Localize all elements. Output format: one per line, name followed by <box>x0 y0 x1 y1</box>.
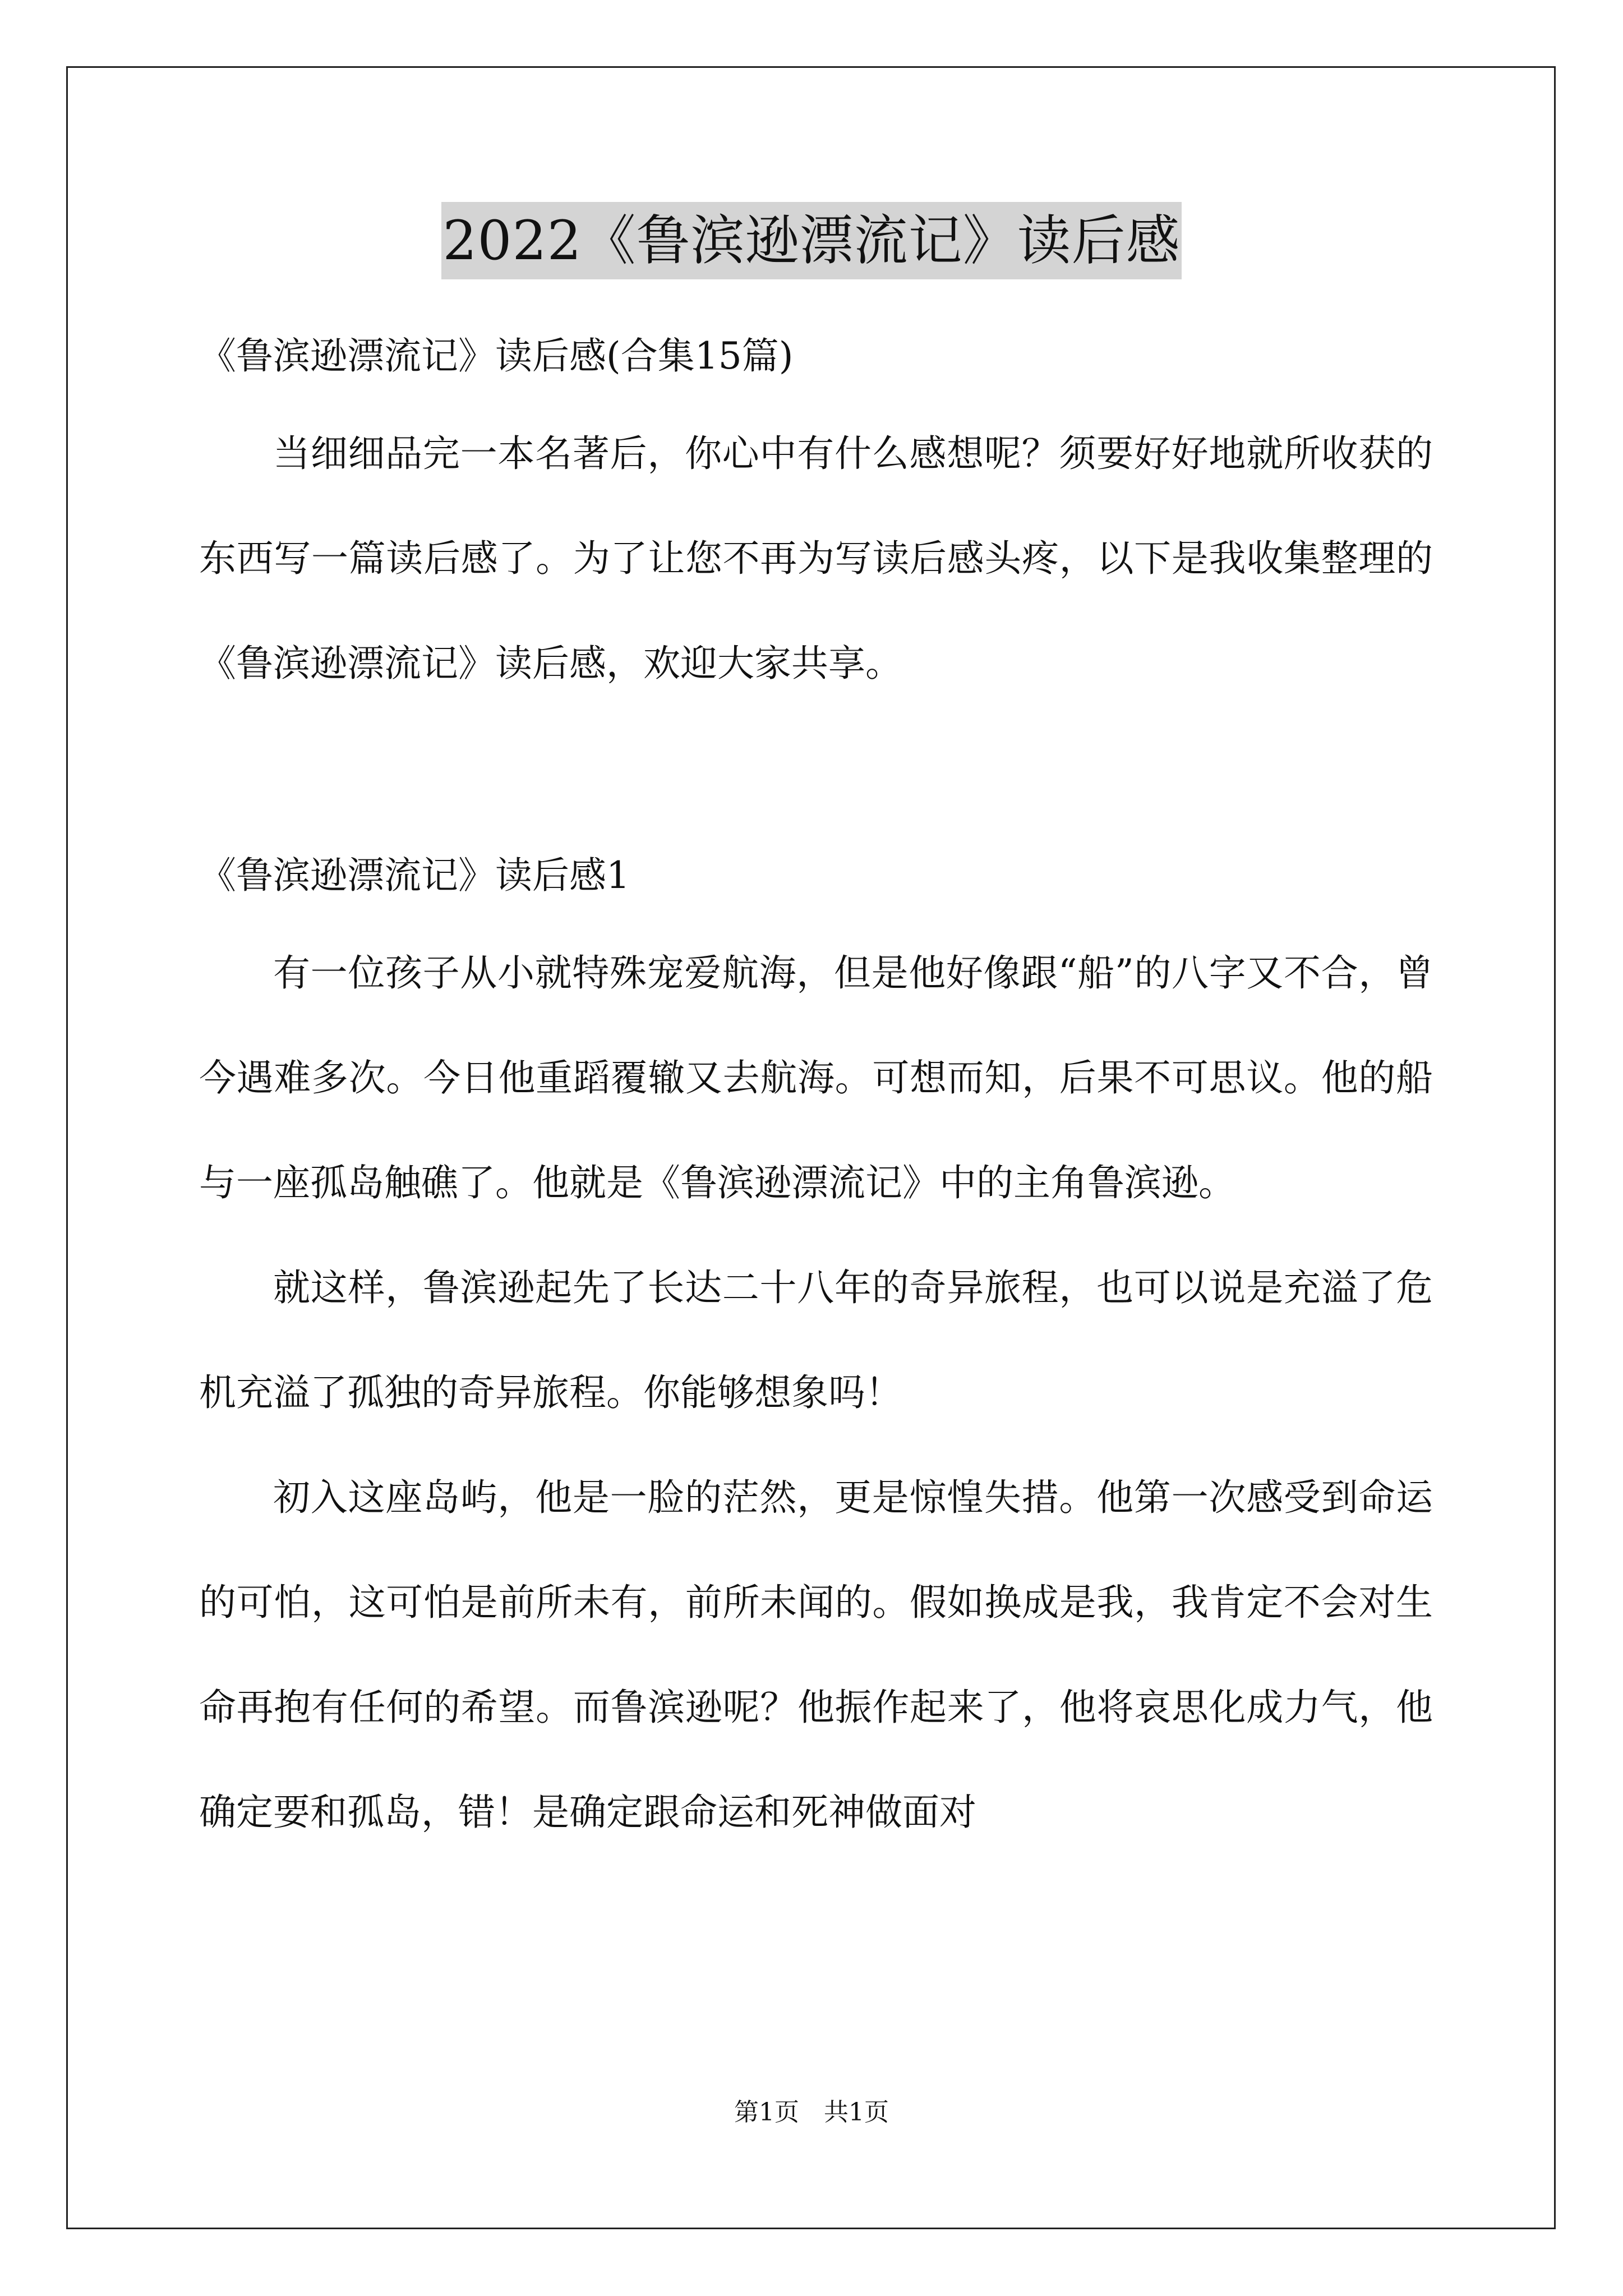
body-paragraph: 有一位孩子从小就特殊宠爱航海，但是他好像跟“船”的八字又不合，曾今遇难多次。今日他重蹈覆辙又去航海。可想而知，后果不可思议。他的船与一座孤岛触礁了。他就是《鲁滨逊漂流记》中的主角鲁滨逊。 <box>199 951 1433 1204</box>
page-number-footer: 第1页 共1页 <box>734 2098 889 2127</box>
section-heading: 《鲁滨逊漂流记》读后感1 <box>199 854 630 897</box>
document-subtitle: 《鲁滨逊漂流记》读后感(合集15篇) <box>199 334 794 378</box>
body-paragraph: 就这样，鲁滨逊起先了长达二十八年的奇异旅程，也可以说是充溢了危机充溢了孤独的奇异旅程。你能够想象吗！ <box>199 1266 1433 1414</box>
intro-paragraph: 当细细品完一本名著后，你心中有什么感想呢？须要好好地就所收获的东西写一篇读后感了。为了让您不再为写读后感头疼，以下是我收集整理的《鲁滨逊漂流记》读后感，欢迎大家共享。 <box>199 432 1433 685</box>
body-paragraph: 初入这座岛屿，他是一脸的茫然，更是惊惶失措。他第一次感受到命运的可怕，这可怕是前所未有，前所未闻的。假如换成是我，我肯定不会对生命再抱有任何的希望。而鲁滨逊呢？他振作起来了，他将哀思化成力气，他确定要和孤岛，错！是确定跟命运和死神做面对 <box>199 1476 1433 1834</box>
document-title: 2022《鲁滨逊漂流记》读后感 <box>441 202 1181 279</box>
title-container <box>0 202 1623 279</box>
document-body <box>199 306 1433 1865</box>
